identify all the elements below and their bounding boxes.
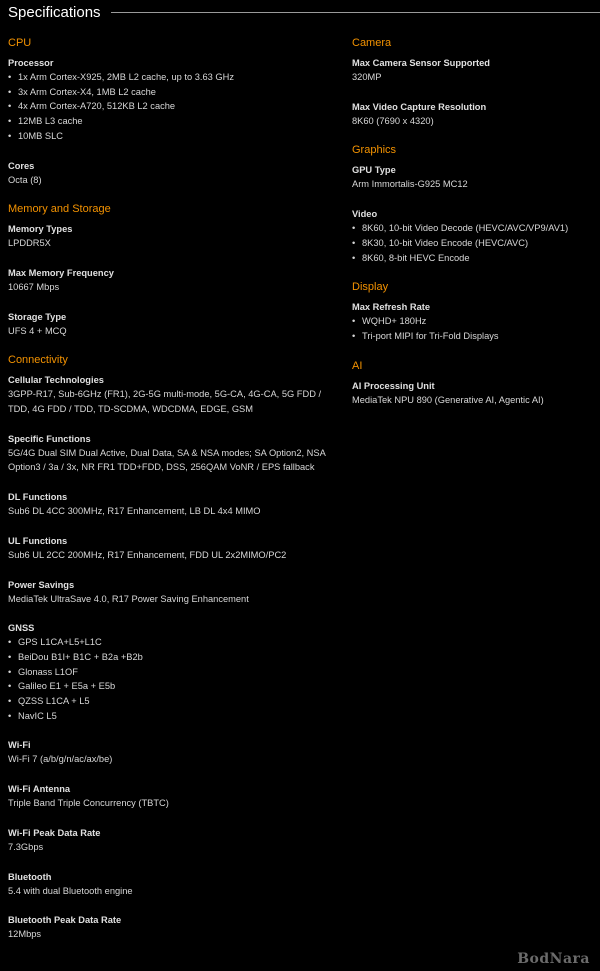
spec-value: 7.3Gbps (8, 841, 44, 852)
spec-label: GNSS (8, 623, 35, 634)
right-column (352, 36, 592, 422)
spec-value: Arm Immortalis-G925 MC12 (352, 179, 468, 190)
spec-label: Storage Type (8, 311, 67, 322)
list-item: • Tri-port MIPI for Tri-Fold Displays (352, 329, 592, 344)
section-title-cpu: CPU (8, 37, 32, 49)
spec-specific-functions (8, 432, 338, 475)
spec-value: 320MP (352, 72, 382, 82)
list-item: • 12MB L3 cache (8, 114, 338, 129)
spec-value: UFS 4 + MCQ (8, 325, 67, 336)
spec-label: Max Camera Sensor Supported (352, 58, 490, 68)
spec-value: 3GPP-R17, Sub-6GHz (FR1), 2G-5G multi-mode, 5G-CA, 4G-CA, 5G FDD / TDD, 4G FDD / TDD, TD-SCDMA, WDCDMA, EDGE, GSM (8, 389, 322, 415)
spec-label: UL Functions (8, 535, 68, 546)
spec-label: Processor (8, 58, 54, 68)
spec-value: 5G/4G Dual SIM Dual Active, Dual Data, SA & NSA modes; SA Option2, NSA Option3 / 3a / 3x, NR FR1 TDD+FDD, DSS, 256QAM VoNR / EPS fallback (8, 447, 326, 473)
spec-memory-frequency (8, 266, 338, 295)
list-item: • NavIC L5 (8, 709, 338, 724)
spec-camera-sensor (352, 56, 592, 85)
header-divider (111, 12, 600, 13)
spec-value: Sub6 DL 4CC 300MHz, R17 Enhancement, LB DL 4x4 MIMO (8, 506, 261, 517)
section-display (352, 280, 592, 343)
spec-value: MediaTek NPU 890 (Generative AI, Agentic AI) (352, 394, 544, 405)
video-list (352, 221, 592, 265)
spec-dl-functions (8, 490, 338, 519)
spec-processor (8, 56, 338, 144)
spec-label: Bluetooth Peak Data Rate (8, 915, 122, 926)
list-item: • 10MB SLC (8, 129, 338, 144)
spec-value: 12Mbps (8, 929, 42, 940)
spec-label: Cores (8, 160, 35, 171)
spec-label: AI Processing Unit (352, 380, 435, 391)
section-camera (352, 36, 592, 128)
list-item: • Glonass L1OF (8, 665, 338, 680)
spec-label: DL Functions (8, 492, 68, 503)
left-column (8, 36, 338, 957)
spec-label: Memory Types (8, 224, 73, 235)
spec-label: Wi-Fi Peak Data Rate (8, 827, 101, 838)
spec-storage-type (8, 310, 338, 339)
spec-label: Specific Functions (8, 433, 91, 444)
spec-memory-types (8, 222, 338, 251)
list-item: • WQHD+ 180Hz (352, 314, 592, 329)
spec-label: Wi-Fi (8, 740, 31, 751)
refresh-list (352, 314, 592, 343)
spec-label: Video (352, 209, 378, 220)
section-title-display: Display (352, 281, 389, 294)
watermark-logo: BodNara (517, 951, 590, 967)
list-item: • Galileo E1 + E5a + E5b (8, 679, 338, 694)
spec-bluetooth (8, 870, 338, 899)
spec-value: 8K60 (7690 x 4320) (352, 115, 434, 126)
list-item: • BeiDou B1I+ B1C + B2a +B2b (8, 650, 338, 665)
spec-wifi-peak-rate (8, 826, 338, 855)
spec-gpu-type (352, 163, 592, 192)
spec-ul-functions (8, 534, 338, 563)
spec-label: Bluetooth (8, 871, 52, 882)
spec-power-savings (8, 578, 338, 607)
spec-value: Triple Band Triple Concurrency (TBTC) (8, 798, 169, 809)
list-item: • 8K60, 10-bit Video Decode (HEVC/AVC/VP9/AV1) (352, 221, 592, 236)
list-item: • 3x Arm Cortex-X4, 1MB L2 cache (8, 85, 338, 100)
spec-value: Octa (8) (8, 174, 42, 185)
spec-label: Power Savings (8, 579, 75, 590)
section-title-memory: Memory and Storage (8, 203, 111, 216)
spec-label: Wi-Fi Antenna (8, 784, 71, 795)
section-title-camera: Camera (352, 37, 392, 49)
list-item: • QZSS L1CA + L5 (8, 694, 338, 709)
spec-refresh-rate (352, 300, 592, 343)
page-title: Specifications (8, 3, 101, 21)
list-item: • 8K30, 10-bit Video Encode (HEVC/AVC) (352, 236, 592, 251)
spec-video (352, 207, 592, 265)
spec-cellular (8, 373, 338, 416)
processor-list (8, 70, 338, 144)
spec-bluetooth-peak-rate (8, 913, 338, 942)
section-cpu (8, 36, 338, 187)
spec-label: GPU Type (352, 165, 396, 176)
spec-value: LPDDR5X (8, 238, 51, 249)
section-title-graphics: Graphics (352, 144, 397, 157)
section-title-connectivity: Connectivity (8, 354, 68, 367)
spec-value: 10667 Mbps (8, 281, 60, 292)
spec-value: Wi-Fi 7 (a/b/g/n/ac/ax/be) (8, 754, 113, 765)
spec-value: MediaTek UltraSave 4.0, R17 Power Saving Enhancement (8, 593, 249, 604)
spec-label: Cellular Technologies (8, 375, 104, 386)
spec-wifi-antenna (8, 782, 338, 811)
section-connectivity (8, 353, 338, 942)
list-item: • 4x Arm Cortex-A720, 512KB L2 cache (8, 99, 338, 114)
spec-wifi (8, 738, 338, 767)
gnss-list (8, 635, 338, 723)
spec-cores (8, 159, 338, 188)
spec-value: 5.4 with dual Bluetooth engine (8, 885, 133, 896)
spec-ai-unit (352, 379, 592, 408)
list-item: • 8K60, 8-bit HEVC Encode (352, 251, 592, 266)
page-header (8, 0, 600, 24)
spec-gnss (8, 621, 338, 723)
list-item: • GPS L1CA+L5+L1C (8, 635, 338, 650)
list-item: • 1x Arm Cortex-X925, 2MB L2 cache, up to 3.63 GHz (8, 70, 338, 85)
section-title-ai: AI (352, 359, 363, 372)
section-memory (8, 202, 338, 338)
section-graphics (352, 143, 592, 265)
spec-label: Max Memory Frequency (8, 267, 114, 278)
spec-label: Max Video Capture Resolution (352, 101, 487, 112)
section-ai (352, 359, 592, 408)
spec-value: Sub6 UL 2CC 200MHz, R17 Enhancement, FDD UL 2x2MIMO/PC2 (8, 549, 287, 560)
spec-video-capture (352, 100, 592, 129)
spec-label: Max Refresh Rate (352, 302, 431, 313)
